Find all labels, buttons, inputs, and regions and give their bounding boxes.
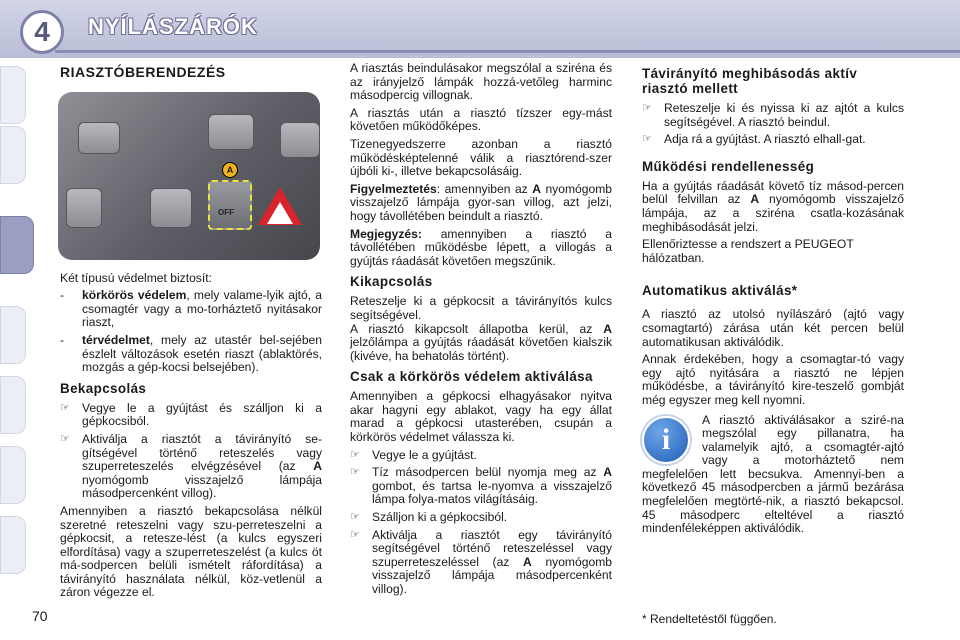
- paragraph: Ellenőriztesse a rendszert a PEUGEOT hálózatban.: [642, 237, 854, 265]
- paragraph-text: nyomógomb visszajelző lámpája, az a sziréna csatla-kozásának meghibásodását jelzi.: [642, 192, 904, 234]
- button-a-ref: A: [603, 465, 612, 480]
- paragraph-text: Ha a gyújtás ráadását követő tíz másod-percen belül felvillan az: [642, 178, 904, 207]
- pointing-hand-icon: ☞: [60, 401, 70, 414]
- paragraph: A riasztás után a riasztó tízszer egy-mást követően működőképes.: [350, 105, 612, 134]
- button-a-ref: A: [313, 459, 322, 474]
- fan-button: [280, 122, 320, 158]
- chapter-tabs: [0, 58, 30, 618]
- malfunction-heading: Működési rendellenesség: [642, 158, 815, 174]
- page-header: [0, 0, 960, 58]
- list-item-text: Aktiválja a riasztót a távirányító se-gítségével történő reteszelés vagy szuperreteszelés elvégzésével (az: [82, 431, 322, 474]
- dash-item: - körkörös védelem, mely valame-lyik ajtó, a csomagtér vagy a mo-torháztető nyitásakor riaszt,: [60, 288, 322, 330]
- list-item-text: Adja rá a gyújtást. A riasztó elhall-gat.: [664, 132, 866, 147]
- button-a-ref: A: [603, 321, 612, 336]
- dash-item: - térvédelmet, mely az utastér bel-sejében észlelt változások esetén riaszt (ablaktörés, mozgás a gép-kocsi belsejében).: [60, 332, 322, 375]
- list-item-text: Vegye le a gyújtást.: [372, 447, 477, 462]
- chapter-tab[interactable]: [0, 126, 26, 184]
- paragraph: Amennyiben a gépkocsi elhagyásakor nyitva akar hagyni egy ablakot, vagy ha egy állat marad a gépkocsi utasterében, csupán a körkörös védelmet válassza ki.: [350, 389, 612, 445]
- column-middle: [350, 62, 612, 601]
- warning-paragraph: [350, 183, 612, 224]
- paragraph: [642, 180, 904, 234]
- pointing-hand-icon: ☞: [350, 528, 360, 541]
- note-label: Megjegyzés:: [350, 226, 422, 241]
- chapter-number-badge: 4: [20, 10, 64, 54]
- list-item-text: nyomógomb visszajelző lámpája másodpercenként villog).: [372, 554, 612, 596]
- paragraph: [350, 323, 612, 364]
- lock-button: [150, 188, 192, 228]
- note-paragraph: [350, 228, 612, 269]
- paragraph: A riasztás beindulásakor megszólal a sziréna és az irányjelző lámpák hozzá-vetőleg harminc másodpercig villognak.: [350, 61, 612, 103]
- list-item: [350, 466, 612, 507]
- warning-label: Figyelmeztetés: [350, 181, 437, 196]
- console-button: [208, 114, 254, 150]
- paragraph: Reteszelje ki a gépkocsit a távirányítós kulcs segítségével.: [350, 294, 612, 322]
- button-a-ref: A: [532, 181, 541, 196]
- warning-text: : amennyiben az: [436, 181, 533, 196]
- list-item: [60, 433, 322, 501]
- list-item-text: gombot, és tartsa le-nyomva a visszajelző lámpa folya-matos világításáig.: [372, 478, 612, 507]
- chapter-tab[interactable]: [0, 306, 26, 364]
- pointing-hand-icon: ☞: [642, 133, 652, 146]
- bottom-paragraph: Amennyiben a riasztó bekapcsolása nélkül szeretné reteszelni vagy szu-perreteszelni a gépkocsit, a retesze-lést (a kulcs egyszeri elfordítása) vagy a szuperreteszelést (a kulcs öt má-sodpercen belüli ismételt ráfordítása) a távirányító használata nélkül, köz-vetlenül a záron végezze el.: [60, 503, 322, 600]
- alarm-console-image: [58, 92, 320, 260]
- console-button: [78, 122, 120, 154]
- list-item: [642, 102, 904, 129]
- list-item-text: Aktiválja a riasztót egy távirányító segítségével történő reteszeléssel vagy szuperreteszeléssel (az: [372, 527, 612, 569]
- pointing-hand-icon: ☞: [350, 511, 360, 524]
- paragraph: Tizenegyedszerre azonban a riasztó működésképtelenné válik a riasztórend-szer újbóli ki-, illetve bekapcsolásáig.: [350, 136, 612, 179]
- list-item-text: Reteszelje ki és nyissa ki az ajtót a kulcs segítségével. A riasztó beindul.: [664, 101, 904, 129]
- kikapcsolas-heading: Kikapcsolás: [350, 274, 433, 290]
- dash-item-text: , mely az utastér bel-sejében észlelt változások esetén riaszt (ablaktörés, mozgás a gép-kocsi belsejében).: [82, 332, 322, 375]
- list-item: [642, 133, 904, 147]
- hazard-inner: [267, 202, 293, 224]
- list-item: [350, 511, 612, 525]
- list-item: [350, 529, 612, 597]
- note-text: amennyiben a riasztó a távollétében működésbe lépett, a villogás a gyújtás ráadását követően megszűnik.: [350, 226, 612, 268]
- section-title: RIASZTÓBERENDEZÉS: [60, 64, 226, 80]
- list-item: [350, 449, 612, 463]
- intro-text: Két típusú védelmet biztosít:: [60, 270, 212, 285]
- chapter-tab[interactable]: [0, 376, 26, 434]
- dash-item-bold: körkörös védelem: [82, 288, 187, 303]
- chapter-tab[interactable]: [0, 516, 26, 574]
- chapter-tab[interactable]: [0, 66, 26, 124]
- pointing-hand-icon: ☞: [60, 432, 70, 445]
- button-a-ref: A: [750, 192, 760, 207]
- auto-activation-heading: Automatikus aktiválás*: [642, 283, 798, 299]
- info-note: [642, 414, 904, 536]
- paragraph-text: A riasztó kikapcsolt állapotba kerül, az: [350, 321, 604, 336]
- page-number: 70: [32, 608, 48, 624]
- korkoros-heading: Csak a körkörös védelem aktiválása: [350, 369, 593, 385]
- list-item: [60, 402, 322, 429]
- pointing-hand-icon: ☞: [642, 102, 652, 114]
- chapter-tab[interactable]: [0, 446, 26, 504]
- pointing-hand-icon: ☞: [350, 448, 360, 461]
- pointing-hand-icon: ☞: [350, 466, 360, 479]
- list-item-text: Tíz másodpercen belül nyomja meg az: [372, 465, 604, 480]
- alarm-led-label: A: [222, 162, 238, 178]
- warning-text: nyomógomb visszajelző lámpája gyor-san villog, azt jelzi, hogy távollétében beindult a riasztó.: [350, 181, 612, 223]
- list-item-text: nyomógomb visszajelző lámpája másodpercenként villog).: [82, 472, 322, 501]
- console-button: [66, 188, 102, 228]
- dash-item-text: , mely valame-lyik ajtó, a csomagtér vagy a mo-torháztető nyitásakor riaszt,: [82, 288, 322, 330]
- list-item-text: Szálljon ki a gépkocsiból.: [372, 510, 508, 525]
- page-title: NYÍLÁSZÁRÓK: [88, 14, 258, 39]
- bekapcsolas-heading: Bekapcsolás: [60, 380, 147, 396]
- column-right: [642, 62, 904, 540]
- chapter-tab-active[interactable]: [0, 216, 34, 274]
- list-item-text: Vegye le a gyújtást és szálljon ki a gépkocsiból.: [82, 400, 322, 429]
- alarm-off-label: OFF: [218, 207, 234, 217]
- info-icon: i: [642, 416, 690, 464]
- header-rule: [55, 50, 960, 53]
- footnote: * Rendeltetéstől függően.: [642, 612, 777, 626]
- paragraph: A riasztó az utolsó nyílászáró (ajtó vagy csomagtartó) zárása után két percen belül automatikusan aktiválódik.: [642, 307, 904, 349]
- dash-item-bold: térvédelmet: [82, 332, 150, 347]
- column-left: [60, 62, 322, 604]
- alarm-button: [208, 180, 252, 230]
- remote-failure-heading: Távirányító meghibásodás aktív riasztó mellett: [642, 66, 858, 96]
- paragraph-text: jelzőlámpa a gyújtás ráadását követően kialszik (kivéve, ha behatolás történt).: [350, 335, 612, 363]
- info-text: A riasztó aktiválásakor a sziré-na megszólal egy pillanatra, ha valamelyik ajtó, a csomagtér-ajtó vagy a motorháztető nem megfelelően lett becsukva. Amennyi-ben a következő 45 másodpercben a jármű bezárása megfelelően megtörté-nik, a riasztó bekapcsol. 45 másodperc elteltével a riasztó mindenféleképpen aktiválódik.: [642, 412, 904, 536]
- button-a-ref: A: [523, 554, 532, 569]
- paragraph: Annak érdekében, hogy a csomagtar-tó vagy egy ajtó nyitására a riasztó ne lépjen működésbe, a távirányító kire-teszelő gombját még egyszer meg kell nyomni.: [642, 352, 904, 407]
